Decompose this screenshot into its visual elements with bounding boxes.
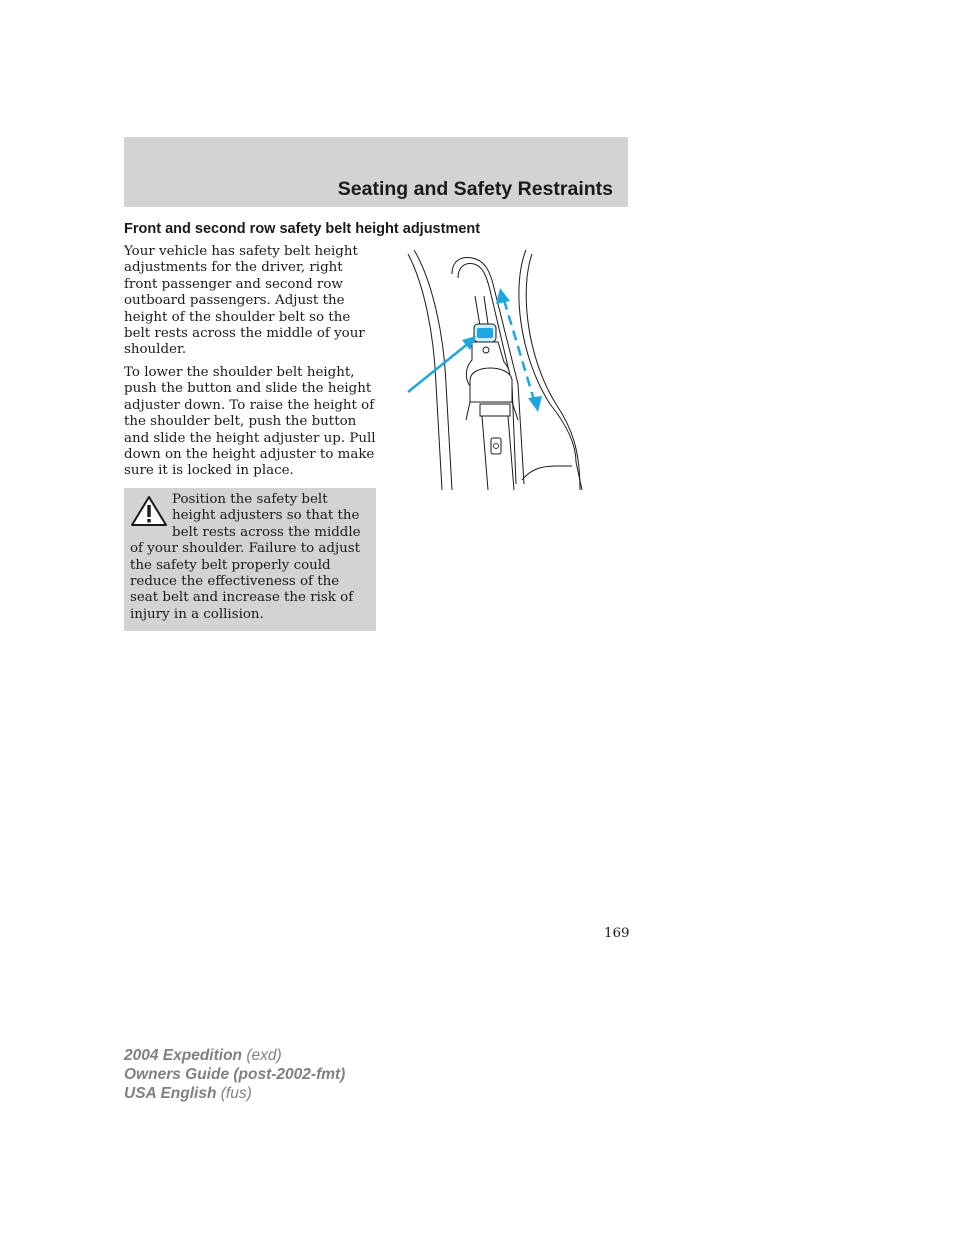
page-number: 169 <box>604 926 630 941</box>
warning-box <box>124 488 376 631</box>
page-title: Seating and Safety Restraints <box>337 178 613 200</box>
section-heading: Front and second row safety belt height adjustment <box>124 221 481 237</box>
footer-line-3: USA English (fus) <box>124 1085 252 1102</box>
footer <box>124 1046 345 1103</box>
warning-triangle-icon <box>130 494 168 528</box>
footer-line-1: 2004 Expedition (exd) <box>124 1047 282 1064</box>
header-band <box>124 137 628 207</box>
belt-height-adjuster-illustration <box>400 244 590 494</box>
warning-text: Position the safety belt height adjusters so that the belt rests across the middle of your shoulder. Failure to adjust the safety belt properly could reduce the effectiveness of the seat belt and increase the risk of injury in a collision. <box>130 492 361 622</box>
footer-line-2: Owners Guide (post-2002-fmt) <box>124 1066 346 1083</box>
paragraph-instructions: To lower the shoulder belt height, push the button and slide the height adjuster down. To raise the height of the shoulder belt, push the button and slide the height adjuster up. Pull down on the height adjuster to make sure it is locked in place. <box>124 365 376 479</box>
paragraph-intro: Your vehicle has safety belt height adjustments for the driver, right front passenger and second row outboard passengers. Adjust the height of the shoulder belt so the belt rests across the middle of your shoulder. <box>124 244 365 358</box>
